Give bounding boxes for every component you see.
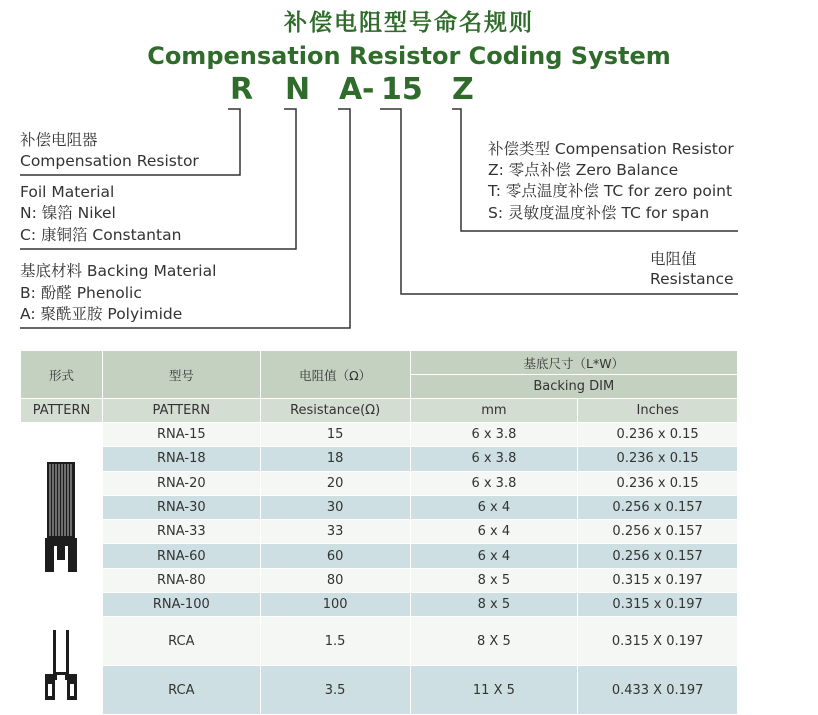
header-mm: mm [410, 399, 578, 423]
cell-resistance: 18 [260, 447, 410, 471]
title-chinese: 补偿电阻型号命名规则 [284, 10, 534, 36]
code-letter-z: Z [452, 72, 474, 107]
table-row [21, 471, 738, 495]
label-type-s: S: 灵敏度温度补偿 TC for span [488, 204, 710, 222]
header-pattern: PATTERN [21, 399, 103, 423]
cell-model: RCA [102, 666, 260, 715]
code-number: 15 [381, 72, 423, 107]
header-dim-en: Backing DIM [410, 375, 737, 399]
table-row [21, 593, 738, 617]
cell-mm: 6 x 4 [410, 544, 578, 568]
code-letter-r: R [230, 72, 254, 107]
cell-resistance: 100 [260, 593, 410, 617]
rna-gauge-pattern [41, 458, 81, 578]
cell-inches: 0.256 x 0.157 [578, 495, 738, 519]
cell-inches: 0.315 x 0.197 [578, 568, 738, 592]
label-type-z: Z: 零点补偿 Zero Balance [488, 161, 679, 179]
title-english: Compensation Resistor Coding System [147, 42, 671, 70]
label-resistance-cn: 电阻值 [650, 250, 697, 268]
specification-table [20, 350, 738, 715]
rca-gauge-pattern [41, 624, 81, 704]
cell-resistance: 60 [260, 544, 410, 568]
table-row [21, 568, 738, 592]
cell-inches: 0.433 X 0.197 [578, 666, 738, 715]
cell-inches: 0.315 X 0.197 [578, 617, 738, 666]
cell-mm: 6 x 3.8 [410, 447, 578, 471]
cell-model: RNA-20 [102, 471, 260, 495]
cell-resistance: 30 [260, 495, 410, 519]
cell-resistance: 20 [260, 471, 410, 495]
cell-mm: 8 x 5 [410, 593, 578, 617]
cell-model: RNA-33 [102, 520, 260, 544]
label-foil-c: C: 康铜箔 Constantan [20, 226, 182, 244]
cell-model: RNA-30 [102, 495, 260, 519]
label-foil-n: N: 镍箔 Nikel [20, 204, 116, 222]
header-form-cn: 形式 [21, 351, 103, 399]
header-inches: Inches [578, 399, 738, 423]
cell-model: RNA-80 [102, 568, 260, 592]
table-row [21, 617, 738, 666]
label-backing-material: 基底材料 Backing Material [20, 262, 217, 280]
cell-inches: 0.315 x 0.197 [578, 593, 738, 617]
label-compensation-resistor-cn: 补偿电阻器 [20, 131, 98, 149]
label-foil-material: Foil Material [20, 183, 115, 201]
code-letter-a: A [339, 72, 363, 107]
label-backing-b: B: 酚醛 Phenolic [20, 284, 142, 302]
cell-resistance: 15 [260, 423, 410, 447]
table-row [21, 423, 738, 447]
header-dim-cn: 基底尺寸（L*W） [410, 351, 737, 375]
code-dash: - [362, 72, 375, 107]
label-backing-a: A: 聚酰亚胺 Polyimide [20, 305, 183, 323]
table-row [21, 520, 738, 544]
cell-inches: 0.236 x 0.15 [578, 447, 738, 471]
cell-resistance: 33 [260, 520, 410, 544]
cell-model: RNA-100 [102, 593, 260, 617]
cell-mm: 11 X 5 [410, 666, 578, 715]
table-row [21, 666, 738, 715]
cell-model: RCA [102, 617, 260, 666]
table-row [21, 447, 738, 471]
cell-model: RNA-60 [102, 544, 260, 568]
label-resistance-en: Resistance [650, 270, 734, 288]
cell-mm: 8 x 5 [410, 568, 578, 592]
header-model-cn: 型号 [102, 351, 260, 399]
cell-inches: 0.256 x 0.157 [578, 520, 738, 544]
cell-resistance: 3.5 [260, 666, 410, 715]
cell-mm: 6 x 3.8 [410, 471, 578, 495]
cell-mm: 6 x 3.8 [410, 423, 578, 447]
table-row [21, 544, 738, 568]
header-pattern-2: PATTERN [102, 399, 260, 423]
label-type-t: T: 零点温度补偿 TC for zero point [488, 182, 733, 200]
table-row [21, 495, 738, 519]
label-compensation-resistor-en: Compensation Resistor [20, 152, 199, 170]
cell-model: RNA-15 [102, 423, 260, 447]
cell-resistance: 80 [260, 568, 410, 592]
header-resistance: Resistance(Ω) [260, 399, 410, 423]
cell-mm: 6 x 4 [410, 495, 578, 519]
pattern-image-rna [21, 423, 103, 617]
cell-model: RNA-18 [102, 447, 260, 471]
header-resistance-cn: 电阻值（Ω） [260, 351, 410, 399]
cell-inches: 0.236 x 0.15 [578, 423, 738, 447]
cell-mm: 8 X 5 [410, 617, 578, 666]
cell-inches: 0.236 x 0.15 [578, 471, 738, 495]
cell-resistance: 1.5 [260, 617, 410, 666]
pattern-image-rca [21, 617, 103, 715]
label-compensation-type: 补偿类型 Compensation Resistor [488, 140, 734, 158]
code-letter-n: N [285, 72, 311, 107]
cell-mm: 6 x 4 [410, 520, 578, 544]
cell-inches: 0.256 x 0.157 [578, 544, 738, 568]
